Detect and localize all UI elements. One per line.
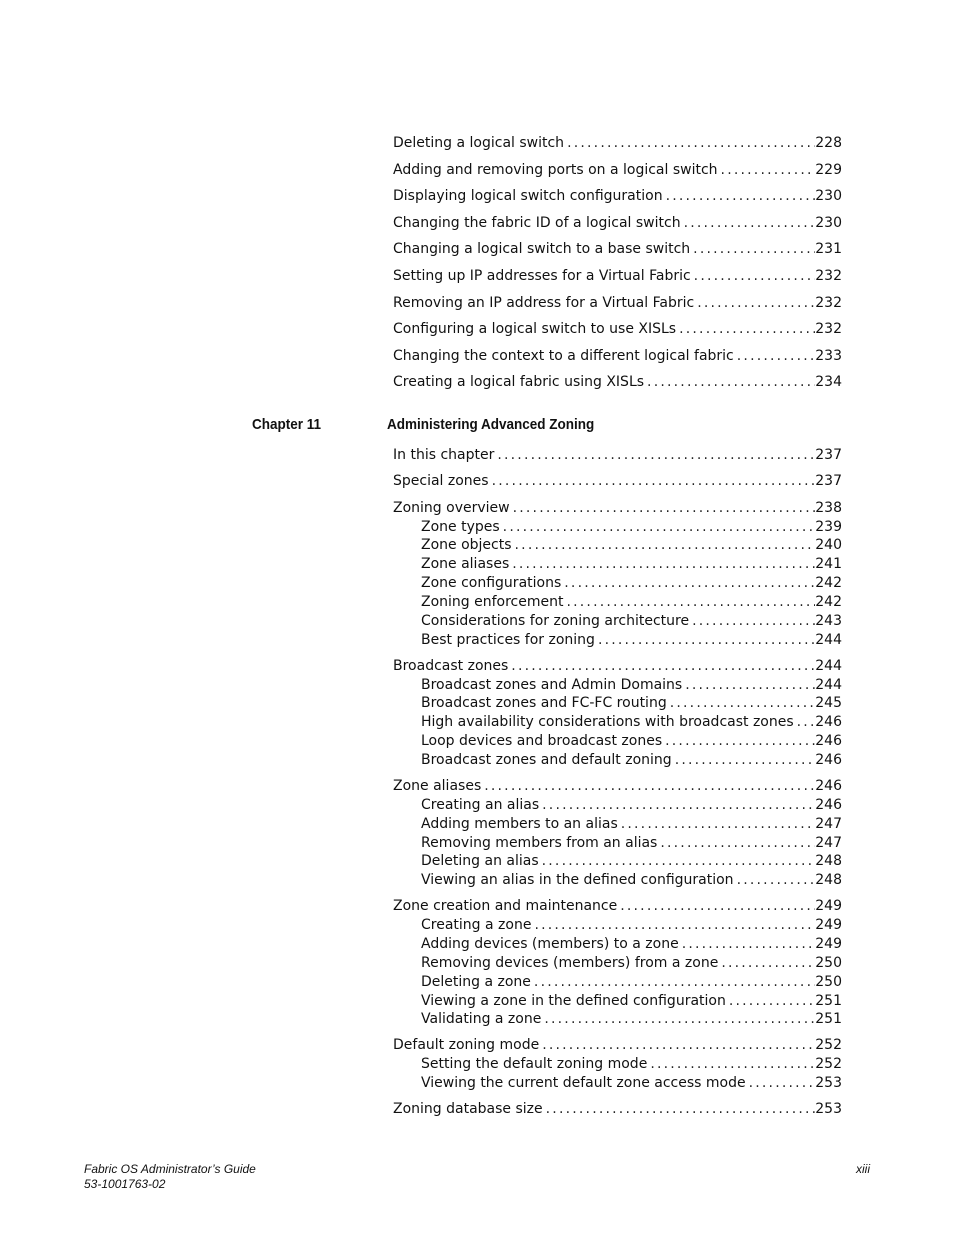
- toc-entry-page: 247: [815, 834, 842, 851]
- toc-entry-page: 246: [815, 777, 842, 794]
- dot-leader: [508, 656, 815, 676]
- toc-entry-title: Validating a zone: [421, 1011, 542, 1028]
- dot-leader: [676, 319, 815, 339]
- toc-entry-page: 251: [815, 1011, 842, 1028]
- toc-subentry[interactable]: [421, 851, 842, 871]
- dot-leader: [539, 1035, 815, 1055]
- toc-subentry[interactable]: [421, 592, 842, 612]
- toc-entry-page: 249: [815, 935, 842, 952]
- dot-leader: [481, 776, 815, 796]
- toc-entry-page: 239: [815, 518, 842, 535]
- toc-entry-page: 241: [815, 556, 842, 573]
- toc-entry-title: Zoning database size: [393, 1100, 543, 1117]
- dot-leader: [667, 693, 816, 713]
- dot-leader: [734, 346, 816, 366]
- toc-entry-title: Adding devices (members) to a zone: [421, 935, 679, 952]
- toc-entry-title: Broadcast zones and FC-FC routing: [421, 695, 667, 712]
- toc-entry-page: 234: [815, 374, 842, 391]
- toc-entry-page: 244: [815, 631, 842, 648]
- toc-subentry[interactable]: [421, 731, 842, 751]
- toc-entry[interactable]: [393, 160, 842, 180]
- toc-entry[interactable]: [393, 471, 842, 491]
- dot-leader: [672, 750, 816, 770]
- toc-entry-title: Deleting a logical switch: [393, 135, 565, 151]
- toc-entry-title: Zone configurations: [421, 575, 562, 592]
- toc-entry-title: Loop devices and broadcast zones: [421, 733, 663, 750]
- dot-leader: [617, 896, 815, 916]
- toc-entry-page: 232: [815, 268, 842, 284]
- toc-entry[interactable]: [393, 1035, 842, 1055]
- toc-entry-page: 251: [815, 992, 842, 1009]
- toc-subentry[interactable]: [421, 535, 842, 555]
- toc-entry-title: Broadcast zones: [393, 657, 509, 674]
- toc-entry[interactable]: [393, 656, 842, 676]
- dot-leader: [644, 372, 815, 392]
- toc-entry-title: Zone types: [421, 518, 500, 535]
- footer-page-number: xiii: [856, 1162, 870, 1176]
- toc-entry[interactable]: [393, 445, 842, 465]
- toc-entry-title: Changing the context to a different logical fabric: [393, 347, 734, 364]
- dot-leader: [690, 239, 815, 259]
- dot-leader: [681, 213, 816, 233]
- toc-entry-page: 253: [815, 1074, 842, 1091]
- toc-entry[interactable]: [393, 346, 842, 366]
- dot-leader: [531, 915, 815, 935]
- toc-entry[interactable]: [393, 293, 842, 313]
- footer-document-title: Fabric OS Administrator’s Guide: [84, 1162, 256, 1176]
- toc-entry-title: Viewing the current default zone access mode: [421, 1074, 746, 1091]
- toc-entry-page: 252: [815, 1037, 842, 1054]
- dot-leader: [500, 517, 816, 537]
- dot-leader: [734, 870, 816, 890]
- toc-entry-page: 249: [815, 916, 842, 933]
- toc-entry-title: Creating a logical fabric using XISLs: [393, 374, 645, 391]
- dot-leader: [618, 814, 816, 834]
- toc-entry-title: Zoning overview: [393, 499, 510, 516]
- toc-entry-title: Setting the default zoning mode: [421, 1056, 648, 1072]
- toc-entry-page: 231: [815, 241, 842, 258]
- toc-entry-title: Changing the fabric ID of a logical switch: [393, 214, 681, 231]
- toc-entry-page: 246: [815, 714, 842, 731]
- toc-entry[interactable]: [393, 213, 842, 233]
- chapter-title: Administering Advanced Zoning: [387, 416, 595, 433]
- dot-leader: [512, 535, 816, 555]
- toc-entry-page: 246: [815, 733, 842, 750]
- toc-subentry[interactable]: [421, 833, 842, 853]
- toc-subentry[interactable]: [421, 953, 842, 973]
- toc-entry-title: Creating a zone: [421, 916, 532, 933]
- toc-entry-page: 238: [815, 499, 842, 516]
- dot-leader: [726, 991, 815, 1011]
- dot-leader: [564, 133, 815, 153]
- toc-entry-title: Viewing an alias in the defined configuration: [421, 872, 734, 889]
- dot-leader: [489, 471, 816, 491]
- dot-leader: [663, 186, 816, 206]
- toc-entry-page: 253: [815, 1100, 842, 1117]
- toc-subentry[interactable]: [421, 611, 842, 631]
- toc-subentry[interactable]: [421, 693, 842, 713]
- toc-entry-title: Special zones: [393, 473, 489, 490]
- toc-subentry[interactable]: [421, 750, 842, 770]
- toc-subentry[interactable]: [421, 675, 842, 695]
- toc-entry-title: Changing a logical switch to a base switch: [393, 241, 691, 258]
- toc-entry-title: Zone aliases: [393, 777, 482, 794]
- toc-entry-title: Deleting a zone: [421, 973, 531, 990]
- dot-leader: [531, 972, 815, 992]
- toc-entry[interactable]: [393, 133, 842, 153]
- toc-entry-page: 250: [815, 954, 842, 971]
- dot-leader: [541, 1009, 815, 1029]
- toc-entry-page: 229: [815, 161, 842, 178]
- toc-entry-title: Considerations for zoning architecture: [421, 613, 690, 629]
- toc-entry[interactable]: [393, 266, 842, 286]
- toc-entry-page: 250: [815, 973, 842, 990]
- dot-leader: [561, 573, 815, 593]
- toc-entry-title: In this chapter: [393, 447, 495, 463]
- toc-entry[interactable]: [393, 896, 842, 916]
- toc-entry-page: 233: [815, 347, 842, 364]
- toc-entry-title: Viewing a zone in the defined configuration: [421, 992, 726, 1009]
- toc-subentry[interactable]: [421, 814, 842, 834]
- toc-entry-page: 248: [815, 872, 842, 889]
- dot-leader: [494, 445, 815, 465]
- toc-entry-page: 244: [815, 657, 842, 674]
- toc-entry-title: Zone aliases: [421, 556, 510, 573]
- toc-entry-title: Creating an alias: [421, 796, 540, 813]
- toc-entry-title: Broadcast zones and Admin Domains: [421, 676, 683, 693]
- dot-leader: [689, 611, 815, 631]
- dot-leader: [563, 592, 815, 612]
- dot-leader: [595, 630, 815, 650]
- toc-subentry[interactable]: [421, 915, 842, 935]
- footer-document-number: 53-1001763-02: [84, 1177, 166, 1191]
- toc-entry-title: Adding and removing ports on a logical switch: [393, 161, 718, 178]
- toc-entry[interactable]: [393, 498, 842, 518]
- toc-entry-page: 232: [815, 294, 842, 311]
- toc-subentry[interactable]: [421, 517, 842, 537]
- toc-entry-page: 246: [815, 796, 842, 813]
- toc-subentry[interactable]: [421, 934, 842, 954]
- toc-entry-title: Adding members to an alias: [421, 815, 618, 832]
- toc-entry-page: 244: [815, 676, 842, 693]
- dot-leader: [679, 934, 816, 954]
- toc-subentry[interactable]: [421, 630, 842, 650]
- dot-leader: [539, 795, 815, 815]
- toc-entry[interactable]: [393, 1099, 842, 1119]
- toc-entry-page: 242: [815, 594, 842, 611]
- toc-entry-page: 228: [815, 135, 842, 151]
- dot-leader: [794, 712, 816, 732]
- toc-subentry[interactable]: [421, 573, 842, 593]
- toc-entry[interactable]: [393, 372, 842, 392]
- toc-entry-title: Removing members from an alias: [421, 834, 658, 851]
- toc-subentry[interactable]: [421, 795, 842, 815]
- toc-entry[interactable]: [393, 239, 842, 259]
- dot-leader: [746, 1073, 816, 1093]
- dot-leader: [694, 293, 815, 313]
- toc-entry[interactable]: [393, 776, 842, 796]
- dot-leader: [647, 1054, 815, 1074]
- toc-entry-page: 248: [815, 853, 842, 870]
- dot-leader: [657, 833, 815, 853]
- toc-subentry[interactable]: [421, 1009, 842, 1029]
- toc-entry-page: 232: [815, 321, 842, 338]
- dot-leader: [509, 554, 815, 574]
- toc-entry-title: Zone objects: [421, 537, 512, 554]
- dot-leader: [682, 675, 815, 695]
- toc-entry-title: Broadcast zones and default zoning: [421, 752, 672, 769]
- toc-entry-title: Default zoning mode: [393, 1037, 540, 1054]
- toc-entry-title: Zone creation and maintenance: [393, 898, 618, 914]
- toc-subentry[interactable]: [421, 1054, 842, 1074]
- toc-entry-title: Setting up IP addresses for a Virtual Fabric: [393, 268, 691, 284]
- toc-entry-title: High availability considerations with broadcast zones: [421, 714, 794, 731]
- dot-leader: [691, 266, 816, 286]
- toc-entry-title: Deleting an alias: [421, 853, 539, 870]
- dot-leader: [718, 953, 815, 973]
- toc-entry-page: 237: [815, 447, 842, 463]
- toc-entry-page: 230: [815, 188, 842, 205]
- toc-entry-page: 247: [815, 815, 842, 832]
- toc-entry-page: 237: [815, 473, 842, 490]
- toc-entry-title: Displaying logical switch configuration: [393, 188, 663, 205]
- toc-entry-page: 249: [815, 898, 842, 914]
- dot-leader: [718, 160, 816, 180]
- dot-leader: [543, 1099, 816, 1119]
- toc-entry-page: 230: [815, 214, 842, 231]
- toc-entry-page: 243: [815, 613, 842, 629]
- dot-leader: [662, 731, 815, 751]
- toc-entry-title: Configuring a logical switch to use XISLs: [393, 321, 677, 338]
- toc-subentry[interactable]: [421, 712, 842, 732]
- toc-entry[interactable]: [393, 186, 842, 206]
- chapter-label: Chapter 11: [252, 416, 322, 433]
- toc-entry-page: 245: [815, 695, 842, 712]
- toc-entry-page: 252: [815, 1056, 842, 1072]
- toc-subentry[interactable]: [421, 870, 842, 890]
- toc-entry-title: Best practices for zoning: [421, 631, 595, 648]
- toc-subentry[interactable]: [421, 972, 842, 992]
- toc-entry-page: 246: [815, 752, 842, 769]
- dot-leader: [510, 498, 816, 518]
- toc-subentry[interactable]: [421, 991, 842, 1011]
- toc-entry-title: Zoning enforcement: [421, 594, 564, 611]
- toc-subentry[interactable]: [421, 1073, 842, 1093]
- toc-subentry[interactable]: [421, 554, 842, 574]
- toc-entry-page: 242: [815, 575, 842, 592]
- toc-entry-page: 240: [815, 537, 842, 554]
- toc-entry-title: Removing devices (members) from a zone: [421, 954, 719, 971]
- dot-leader: [539, 851, 816, 871]
- toc-entry[interactable]: [393, 319, 842, 339]
- toc-entry-title: Removing an IP address for a Virtual Fabric: [393, 294, 695, 311]
